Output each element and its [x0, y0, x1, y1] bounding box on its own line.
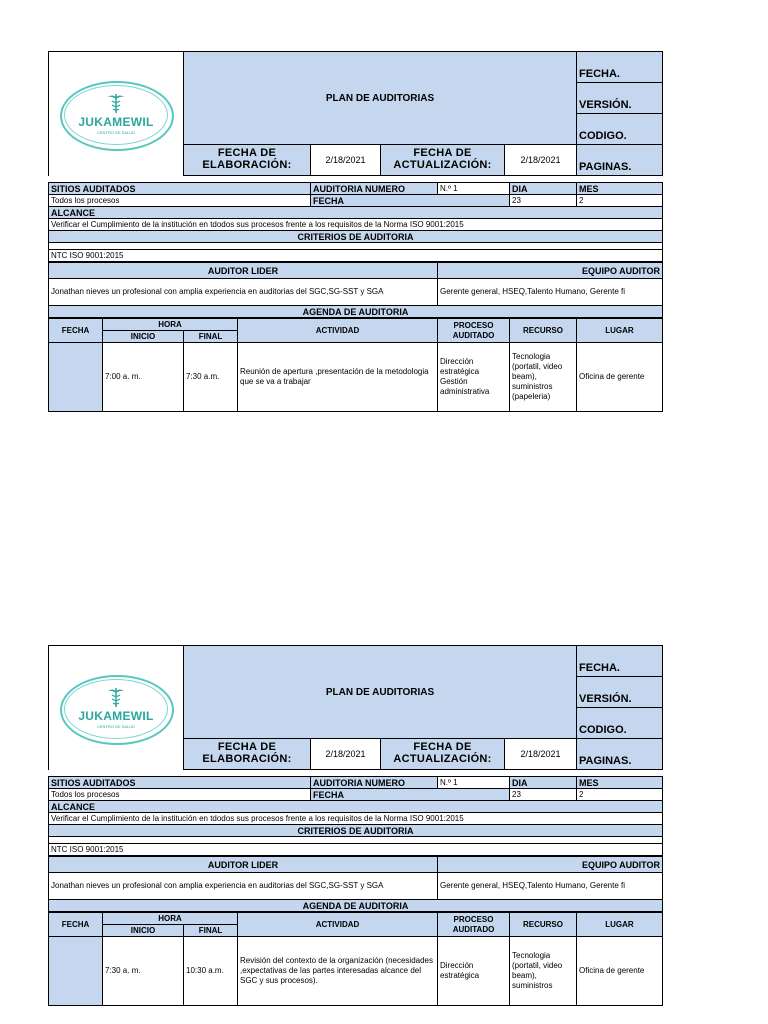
row-final: 7:30 a.m. — [184, 343, 238, 412]
logo-subtitle: CENTRO DE SALUD — [96, 723, 135, 729]
col-recurso: RECURSO — [510, 319, 577, 343]
col-lugar: LUGAR — [577, 319, 663, 343]
dia-value: 23 — [510, 195, 577, 207]
sitios-value: Todos los procesos — [49, 789, 311, 801]
paginas-label: PAGINAS. — [577, 145, 663, 176]
audit-plan-page-1 — [48, 51, 662, 176]
col-hora: HORA — [103, 319, 238, 331]
agenda-label: AGENDA DE AUDITORIA — [49, 900, 663, 912]
auditoria-numero-label: AUDITORIA NUMERO — [311, 183, 438, 195]
alcance-label: ALCANCE — [49, 801, 663, 813]
col-inicio: INICIO — [103, 331, 184, 343]
actualizacion-label: FECHA DE ACTUALIZACIÓN: — [381, 739, 505, 770]
equipo-auditor-value: Gerente general, HSEQ,Talento Humano, Gerente fi — [438, 873, 663, 900]
dia-value: 23 — [510, 789, 577, 801]
row-proceso: Dirección estratégica Gestión administrativa — [438, 343, 510, 412]
auditoria-numero-value: N.º 1 — [438, 183, 510, 195]
codigo-label: CODIGO. — [577, 708, 663, 739]
row-final: 10:30 a.m. — [184, 937, 238, 1006]
mes-value: 2 — [577, 195, 663, 207]
row-actividad: Revisión del contexto de la organización (necesidades ,expectativas de las partes interesadas alcance del SGC y sus procesos). — [238, 937, 438, 1006]
col-hora: HORA — [103, 913, 238, 925]
logo — [49, 52, 184, 176]
col-lugar: LUGAR — [577, 913, 663, 937]
actualizacion-value: 2/18/2021 — [505, 739, 577, 770]
agenda-table — [48, 912, 663, 1006]
col-actividad: ACTIVIDAD — [238, 913, 438, 937]
auditoria-numero-value: N.º 1 — [438, 777, 510, 789]
sitios-value: Todos los procesos — [49, 195, 311, 207]
mes-label: MES — [577, 183, 663, 195]
criterios-value: NTC ISO 9001:2015 — [49, 250, 663, 262]
elaboracion-label: FECHA DE ELABORACIÓN: — [184, 145, 311, 176]
table-row — [49, 343, 663, 412]
logo-text: JUKAMEWIL — [78, 114, 154, 129]
equipo-auditor-label: EQUIPO AUDITOR — [438, 263, 663, 279]
header-table — [48, 51, 663, 176]
mes-value: 2 — [577, 789, 663, 801]
caduceus-icon — [106, 686, 126, 708]
criterios-value: NTC ISO 9001:2015 — [49, 844, 663, 856]
col-proceso: PROCESO AUDITADO — [438, 913, 510, 937]
header-table — [48, 645, 663, 770]
table-row — [49, 937, 663, 1006]
fecha-label: FECHA. — [577, 646, 663, 677]
logo-subtitle: CENTRO DE SALUD — [96, 129, 135, 135]
elaboracion-value: 2/18/2021 — [311, 739, 381, 770]
document-title: PLAN DE AUDITORIAS — [184, 52, 577, 145]
row-recurso: Tecnologia (portatil, video beam), suministros — [510, 937, 577, 1006]
caduceus-icon — [106, 92, 126, 114]
row-actividad: Reunión de apertura ,presentación de la metodologia que se va a trabajar — [238, 343, 438, 412]
row-recurso: Tecnologia (portatil, video beam), suministros (papeleria) — [510, 343, 577, 412]
paginas-label: PAGINAS. — [577, 739, 663, 770]
row-proceso: Dirección estratégica — [438, 937, 510, 1006]
col-fecha: FECHA — [49, 913, 103, 937]
auditor-lider-label: AUDITOR LIDER — [49, 857, 438, 873]
row-fecha-cell — [49, 343, 103, 412]
elaboracion-value: 2/18/2021 — [311, 145, 381, 176]
audit-plan-page-2 — [48, 645, 662, 770]
dia-label: DIA — [510, 183, 577, 195]
row-fecha-cell — [49, 937, 103, 1006]
logo-text: JUKAMEWIL — [78, 708, 154, 723]
col-proceso: PROCESO AUDITADO — [438, 319, 510, 343]
sitios-label: SITIOS AUDITADOS — [49, 183, 311, 195]
col-recurso: RECURSO — [510, 913, 577, 937]
version-label: VERSIÓN. — [577, 677, 663, 708]
row-lugar: Oficina de gerente — [577, 937, 663, 1006]
info-block-page-2 — [48, 776, 662, 1006]
equipo-auditor-label: EQUIPO AUDITOR — [438, 857, 663, 873]
actualizacion-value: 2/18/2021 — [505, 145, 577, 176]
auditor-lider-value: Jonathan nieves un profesional con amplia experiencia en auditorias del SGC,SG-SST y SGA — [49, 873, 438, 900]
agenda-table — [48, 318, 663, 412]
fecha-label: FECHA — [311, 195, 510, 207]
elaboracion-label: FECHA DE ELABORACIÓN: — [184, 739, 311, 770]
codigo-label: CODIGO. — [577, 114, 663, 145]
col-inicio: INICIO — [103, 925, 184, 937]
dia-label: DIA — [510, 777, 577, 789]
auditor-lider-value: Jonathan nieves un profesional con amplia experiencia en auditorias del SGC,SG-SST y SGA — [49, 279, 438, 306]
criterios-label: CRITERIOS DE AUDITORIA — [49, 231, 663, 243]
col-actividad: ACTIVIDAD — [238, 319, 438, 343]
auditor-lider-label: AUDITOR LIDER — [49, 263, 438, 279]
fecha-label: FECHA. — [577, 52, 663, 83]
alcance-value: Verificar el Cumplimiento de la institución en tdodos sus procesos frente a los requisitos de la Norma ISO 9001:2015 — [49, 219, 663, 231]
auditoria-numero-label: AUDITORIA NUMERO — [311, 777, 438, 789]
sitios-label: SITIOS AUDITADOS — [49, 777, 311, 789]
logo — [49, 646, 184, 770]
fecha-label: FECHA — [311, 789, 510, 801]
document-title: PLAN DE AUDITORIAS — [184, 646, 577, 739]
equipo-auditor-value: Gerente general, HSEQ,Talento Humano, Gerente fi — [438, 279, 663, 306]
row-inicio: 7:30 a. m. — [103, 937, 184, 1006]
row-inicio: 7:00 a. m. — [103, 343, 184, 412]
agenda-label: AGENDA DE AUDITORIA — [49, 306, 663, 318]
info-block-page-1 — [48, 182, 662, 412]
version-label: VERSIÓN. — [577, 83, 663, 114]
alcance-label: ALCANCE — [49, 207, 663, 219]
actualizacion-label: FECHA DE ACTUALIZACIÓN: — [381, 145, 505, 176]
criterios-label: CRITERIOS DE AUDITORIA — [49, 825, 663, 837]
col-final: FINAL — [184, 925, 238, 937]
col-fecha: FECHA — [49, 319, 103, 343]
col-final: FINAL — [184, 331, 238, 343]
alcance-value: Verificar el Cumplimiento de la institución en tdodos sus procesos frente a los requisitos de la Norma ISO 9001:2015 — [49, 813, 663, 825]
row-lugar: Oficina de gerente — [577, 343, 663, 412]
mes-label: MES — [577, 777, 663, 789]
